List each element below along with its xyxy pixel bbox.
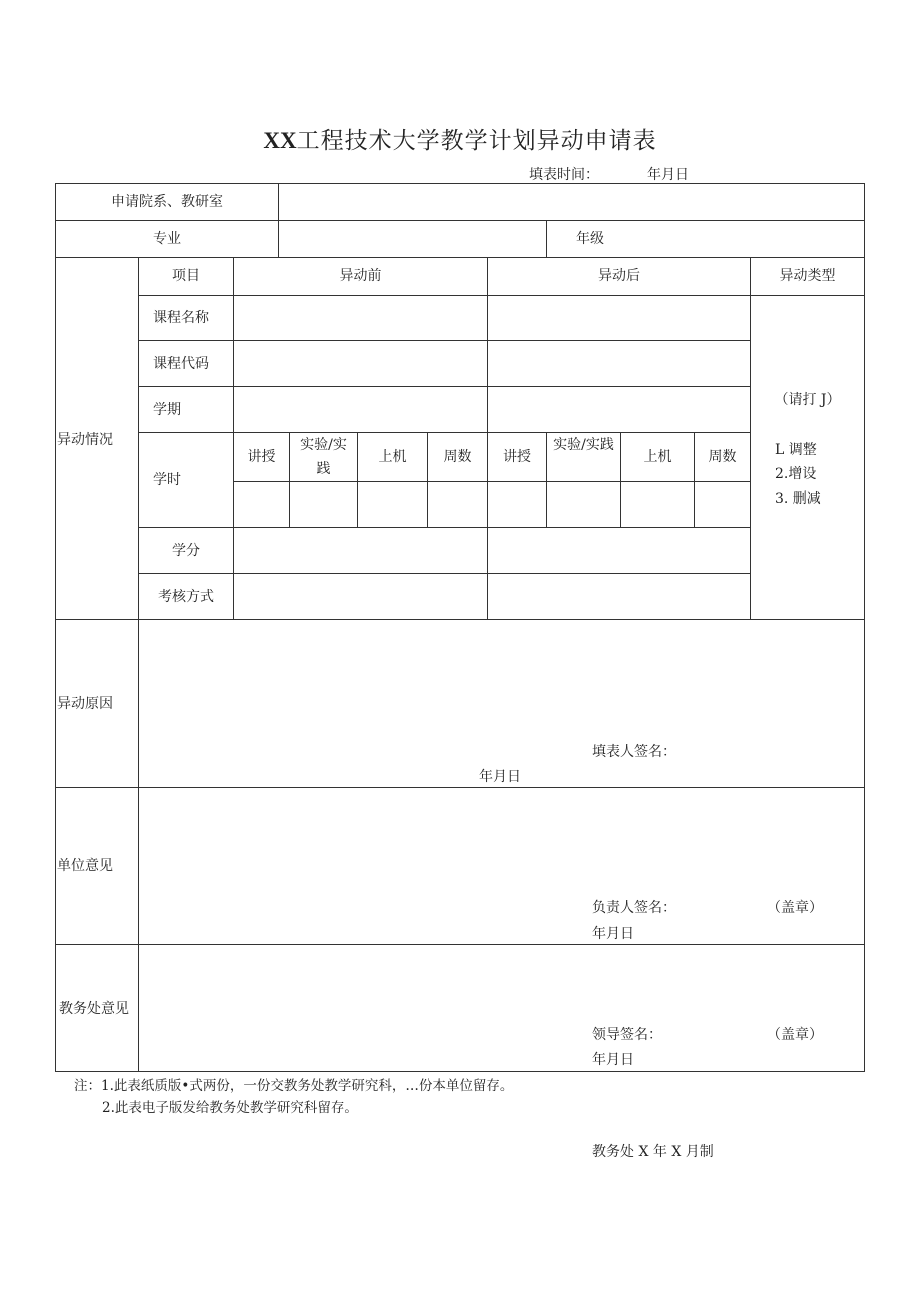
after-lab: 实验/实践 [553, 437, 614, 453]
col-before: 异动前 [339, 268, 382, 284]
major-label: 专业 [153, 231, 181, 247]
note-line-2: 2.此表电子版发给教务处教学研究科留存。 [102, 1100, 358, 1116]
note-line-1: 注：1.此表纸质版•式两份，一份交教务处教学研究科，…份本单位留存。 [74, 1078, 514, 1094]
grade-label: 年级 [576, 231, 604, 247]
before-computer: 上机 [378, 449, 407, 465]
footer-made-by: 教务处 X 年 X 月制 [592, 1144, 714, 1160]
type-option-add: 2.增设 [775, 466, 817, 482]
change-section-label: 异动情况 [57, 432, 113, 448]
title-text: 工程技术大学教学计划异动申请表 [296, 128, 657, 154]
dept-label: 申请院系、教研室 [111, 194, 223, 210]
row-course-code: 课程代码 [153, 356, 209, 372]
unit-date: 年月日 [592, 926, 634, 942]
academic-date: 年月日 [592, 1052, 634, 1068]
unit-signer: 负责人签名： [592, 900, 676, 916]
type-hint: （请打 J） [774, 392, 841, 408]
form-title [0, 122, 920, 155]
unit-opinion-label: 单位意见 [57, 858, 113, 874]
reason-label: 异动原因 [57, 696, 113, 712]
academic-opinion-label: 教务处意见 [59, 1001, 129, 1017]
row-course-name: 课程名称 [153, 310, 209, 326]
before-lab-line1: 实验/实 [300, 437, 347, 453]
after-weeks: 周数 [708, 449, 737, 465]
row-credits: 学分 [172, 543, 200, 559]
after-lecture: 讲授 [503, 449, 531, 465]
fill-time-date: 年月日 [647, 167, 689, 183]
fill-time [529, 164, 689, 184]
row-assessment: 考核方式 [158, 589, 214, 605]
reason-date: 年月日 [479, 769, 521, 785]
before-lecture: 讲授 [247, 449, 276, 465]
reason-signer: 填表人签名： [592, 744, 676, 760]
type-option-adjust: L 调整 [775, 442, 817, 458]
before-lab-line2: 践 [316, 461, 331, 477]
title-prefix: XX [263, 128, 297, 153]
academic-seal: （盖章） [767, 1027, 823, 1043]
col-type: 异动类型 [779, 268, 836, 284]
row-semester: 学期 [153, 402, 181, 418]
col-item: 项目 [172, 268, 200, 284]
academic-signer: 领导签名： [592, 1027, 662, 1043]
fill-time-label: 填表时间： [529, 167, 599, 183]
col-after: 异动后 [598, 268, 640, 284]
type-option-delete: 3. 删减 [775, 491, 821, 507]
unit-seal: （盖章） [767, 900, 823, 916]
row-hours: 学时 [153, 472, 181, 488]
after-computer: 上机 [643, 449, 672, 465]
before-weeks: 周数 [443, 449, 472, 465]
